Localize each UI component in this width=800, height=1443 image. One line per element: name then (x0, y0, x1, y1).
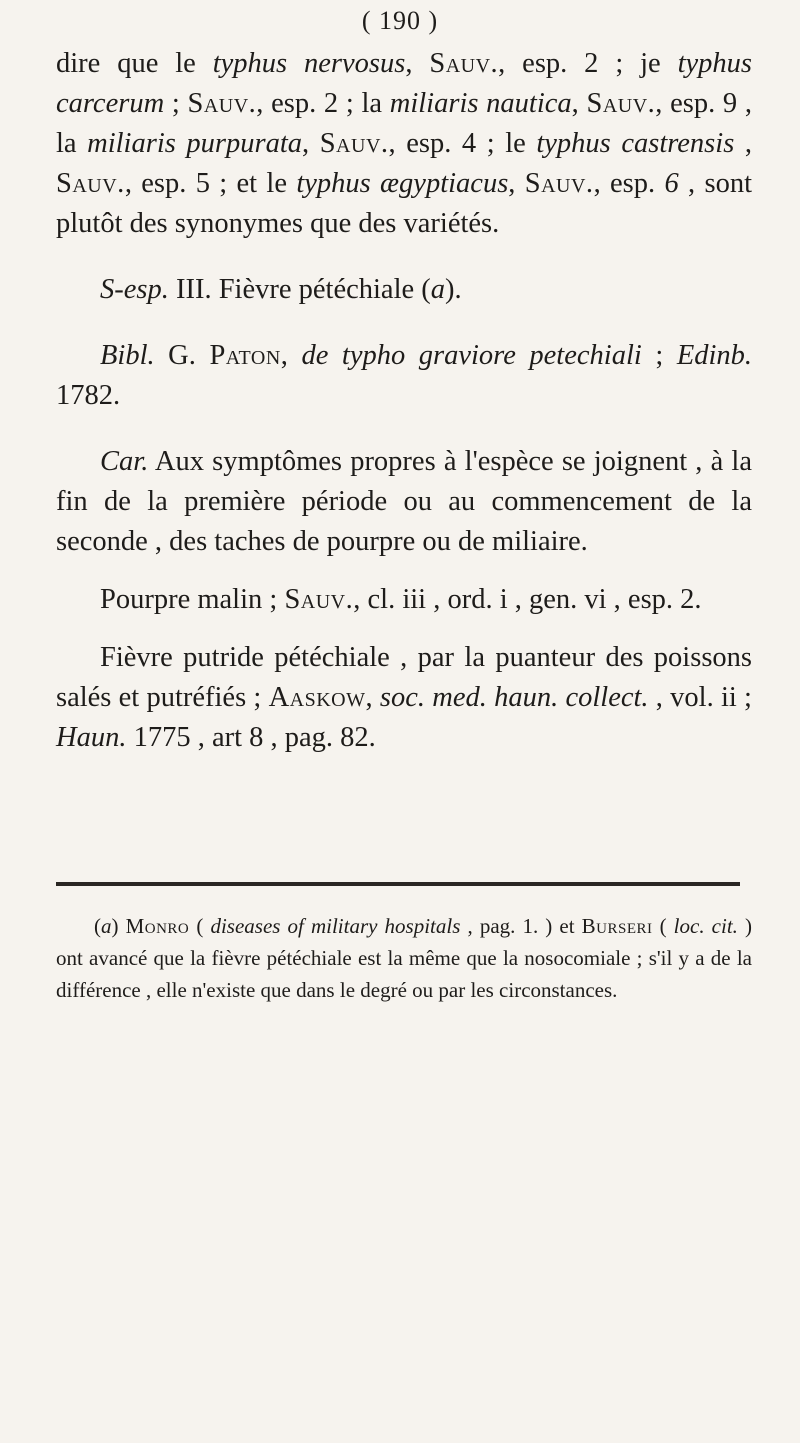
bibliography-entry: Bibl. G. Paton, de typho graviore petechiali ; Edinb. 1782. (56, 340, 753, 411)
fievre-putride-entry: Fièvre putride pétéchiale , par la puanteur des poissons salés et putréfiés ; Aaskow, soc. med. haun. collect. , vol. ii ; Haun. 1775 , art 8 , pag. 82. (56, 642, 752, 753)
main-text (56, 44, 752, 758)
pourpre-malin-entry: Pourpre malin ; Sauv., cl. iii , ord. i , gen. vi , esp. 2. (100, 584, 702, 615)
section-heading: S-esp. III. Fièvre pétéchiale (a). (100, 274, 462, 305)
footnote (56, 910, 752, 1006)
page-number: ( 190 ) (361, 6, 439, 35)
paragraph-synonyms: dire que le typhus nervosus, Sauv., esp. 2 ; je typhus carcerum ; Sauv., esp. 2 ; la miliaris nautica, Sauv., esp. 9 , la miliaris purpurata, Sauv., esp. 4 ; le typhus castrensis , Sauv., esp. 5 ; et le typhus ægyptiacus, Sauv., esp. 6 , sont plutôt des synonymes que des variétés. (56, 48, 753, 239)
footnote-text: (a) Monro ( diseases of military hospitals , pag. 1. ) et Burseri ( loc. cit. ) ont avancé que la fièvre pétéchiale est la même que la nosocomiale ; s'il y a de la différence , elle n'existe que dans le degré ou par les circonstances. (56, 914, 752, 1002)
characteristics-paragraph: Car. Aux symptômes propres à l'espèce se joignent , à la fin de la première période ou au commencement de la seconde , des taches de pourpre ou de miliaire. (56, 446, 752, 557)
footnote-rule (56, 882, 740, 886)
